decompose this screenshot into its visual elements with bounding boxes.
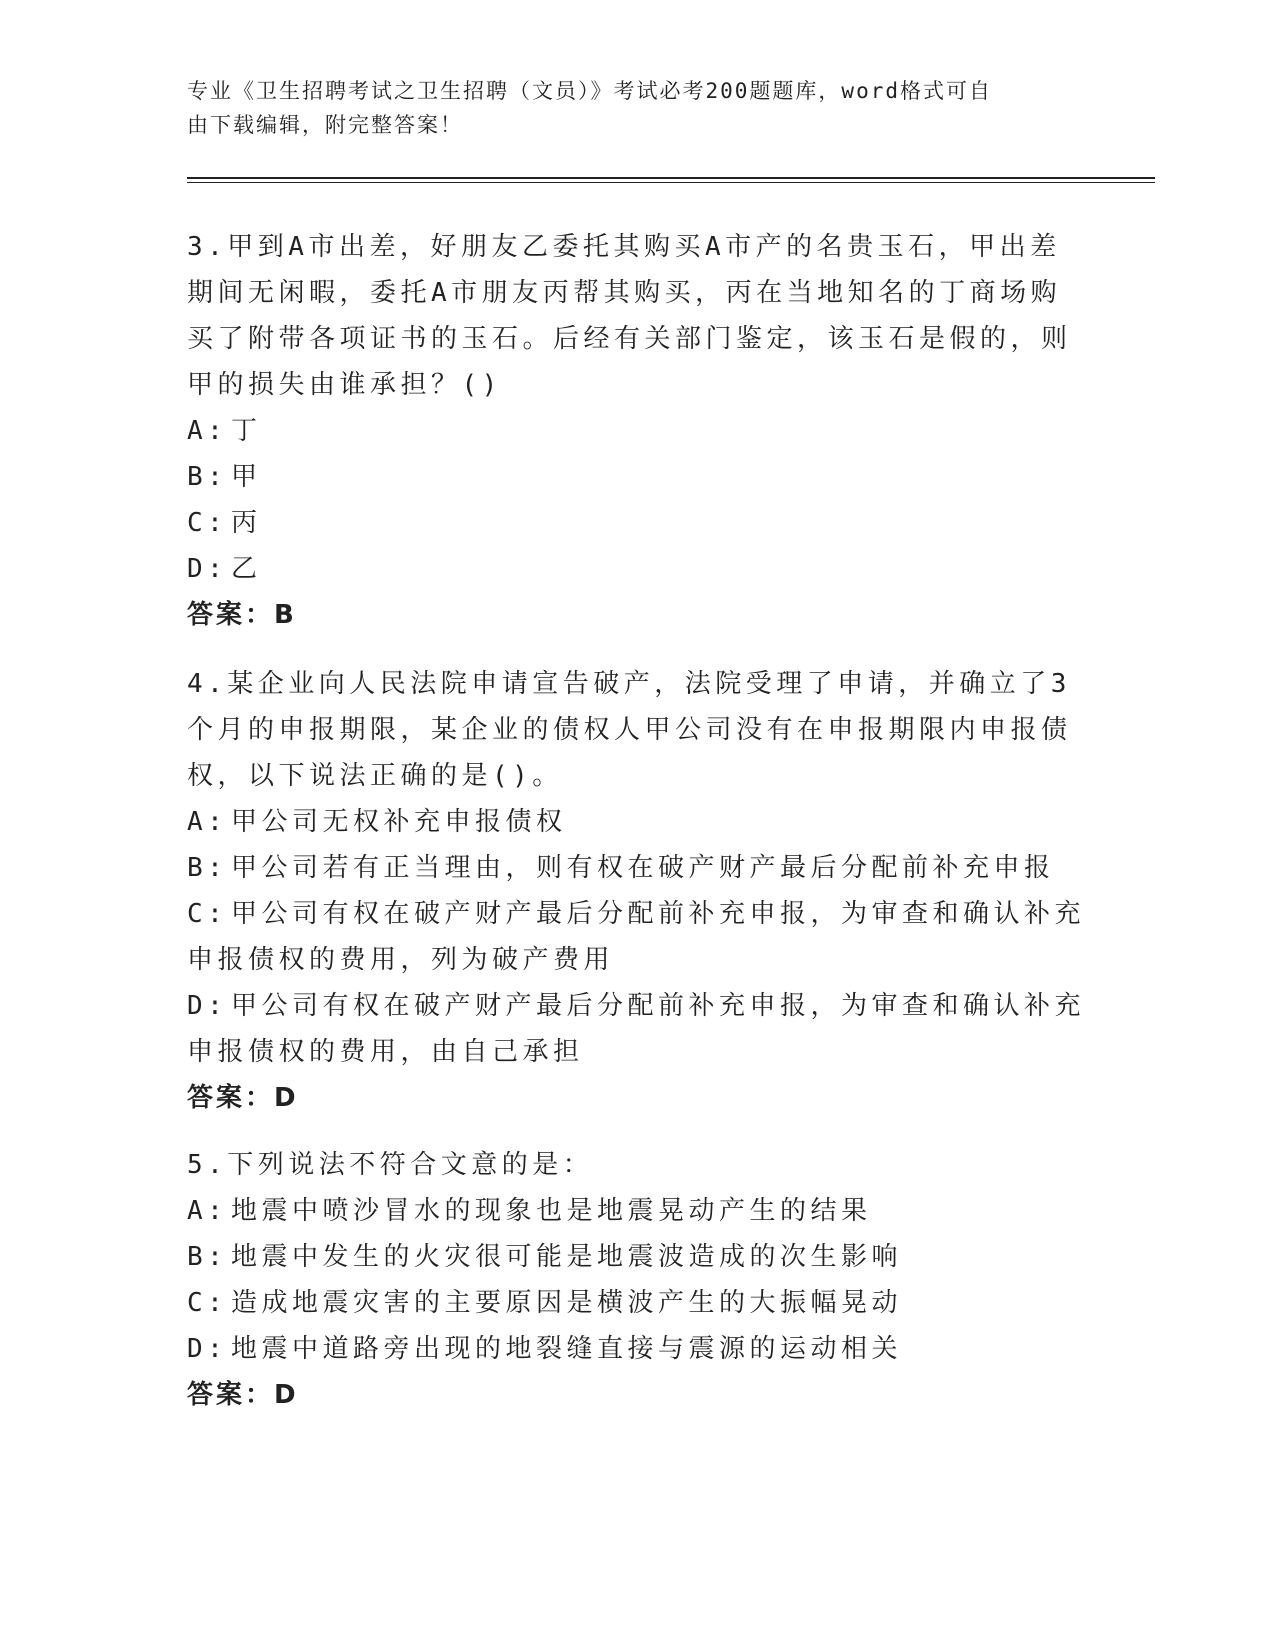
option-label: D: <box>187 1334 228 1364</box>
header-line-2: 由下载编辑，附完整答案！ <box>187 113 463 137</box>
option-label: A: <box>187 416 228 446</box>
option-c <box>187 891 1087 983</box>
option-text: 甲公司有权在破产财产最后分配前补充申报，为审查和确认补充申报债权的费用，由自己承担 <box>187 991 1086 1067</box>
option-text: 甲 <box>231 462 262 492</box>
question-text: 5.下列说法不符合文意的是： <box>187 1150 594 1180</box>
option-label: D: <box>187 991 228 1021</box>
option-label: C: <box>187 508 228 538</box>
option-label: B: <box>187 1242 228 1272</box>
option-b <box>187 1234 1087 1280</box>
question-5 <box>187 1142 1087 1418</box>
option-text: 地震中发生的火灾很可能是地震波造成的次生影响 <box>231 1242 903 1272</box>
option-text: 地震中喷沙冒水的现象也是地震晃动产生的结果 <box>231 1196 872 1226</box>
option-text: 甲公司若有正当理由，则有权在破产财产最后分配前补充申报 <box>231 853 1055 883</box>
option-a <box>187 799 1087 845</box>
option-text: 丙 <box>231 508 262 538</box>
question-text: 3.甲到A市出差，好朋友乙委托其购买A市产的名贵玉石，甲出差期间无闲暇，委托A市朋友丙帮其购买，丙在当地知名的丁商场购买了附带各项证书的玉石。后经有关部门鉴定，该玉石是假的，则甲的损失由谁承担？() <box>187 232 1072 400</box>
option-label: B: <box>187 853 228 883</box>
answer-line: 答案：D <box>187 1380 299 1410</box>
question-text: 4.某企业向人民法院申请宣告破产，法院受理了申请，并确立了3个月的申报期限，某企业的债权人甲公司没有在申报期限内申报债权，以下说法正确的是()。 <box>187 669 1072 791</box>
option-a <box>187 1188 1087 1234</box>
option-text: 丁 <box>231 416 262 446</box>
option-text: 地震中道路旁出现的地裂缝直接与震源的运动相关 <box>231 1334 903 1364</box>
option-b <box>187 845 1087 891</box>
option-d <box>187 546 1087 592</box>
option-label: A: <box>187 1196 228 1226</box>
option-c <box>187 500 1087 546</box>
question-4 <box>187 661 1087 1121</box>
answer-line: 答案：B <box>187 600 297 630</box>
document-header <box>187 74 1067 142</box>
option-a <box>187 408 1087 454</box>
option-text: 甲公司有权在破产财产最后分配前补充申报，为审查和确认补充申报债权的费用，列为破产费用 <box>187 899 1086 975</box>
option-c <box>187 1280 1087 1326</box>
header-divider-thick <box>187 177 1155 179</box>
header-line-1: 专业《卫生招聘考试之卫生招聘（文员）》考试必考200题题库，word格式可自 <box>187 79 992 103</box>
option-text: 甲公司无权补充申报债权 <box>231 807 567 837</box>
option-text: 造成地震灾害的主要原因是横波产生的大振幅晃动 <box>231 1288 903 1318</box>
option-b <box>187 454 1087 500</box>
option-d <box>187 1326 1087 1372</box>
option-label: C: <box>187 899 228 929</box>
option-label: B: <box>187 462 228 492</box>
option-label: C: <box>187 1288 228 1318</box>
question-3 <box>187 224 1087 638</box>
option-d <box>187 983 1087 1075</box>
option-label: A: <box>187 807 228 837</box>
header-divider-thin <box>187 182 1155 183</box>
option-text: 乙 <box>231 554 262 584</box>
option-label: D: <box>187 554 228 584</box>
answer-line: 答案：D <box>187 1083 299 1113</box>
